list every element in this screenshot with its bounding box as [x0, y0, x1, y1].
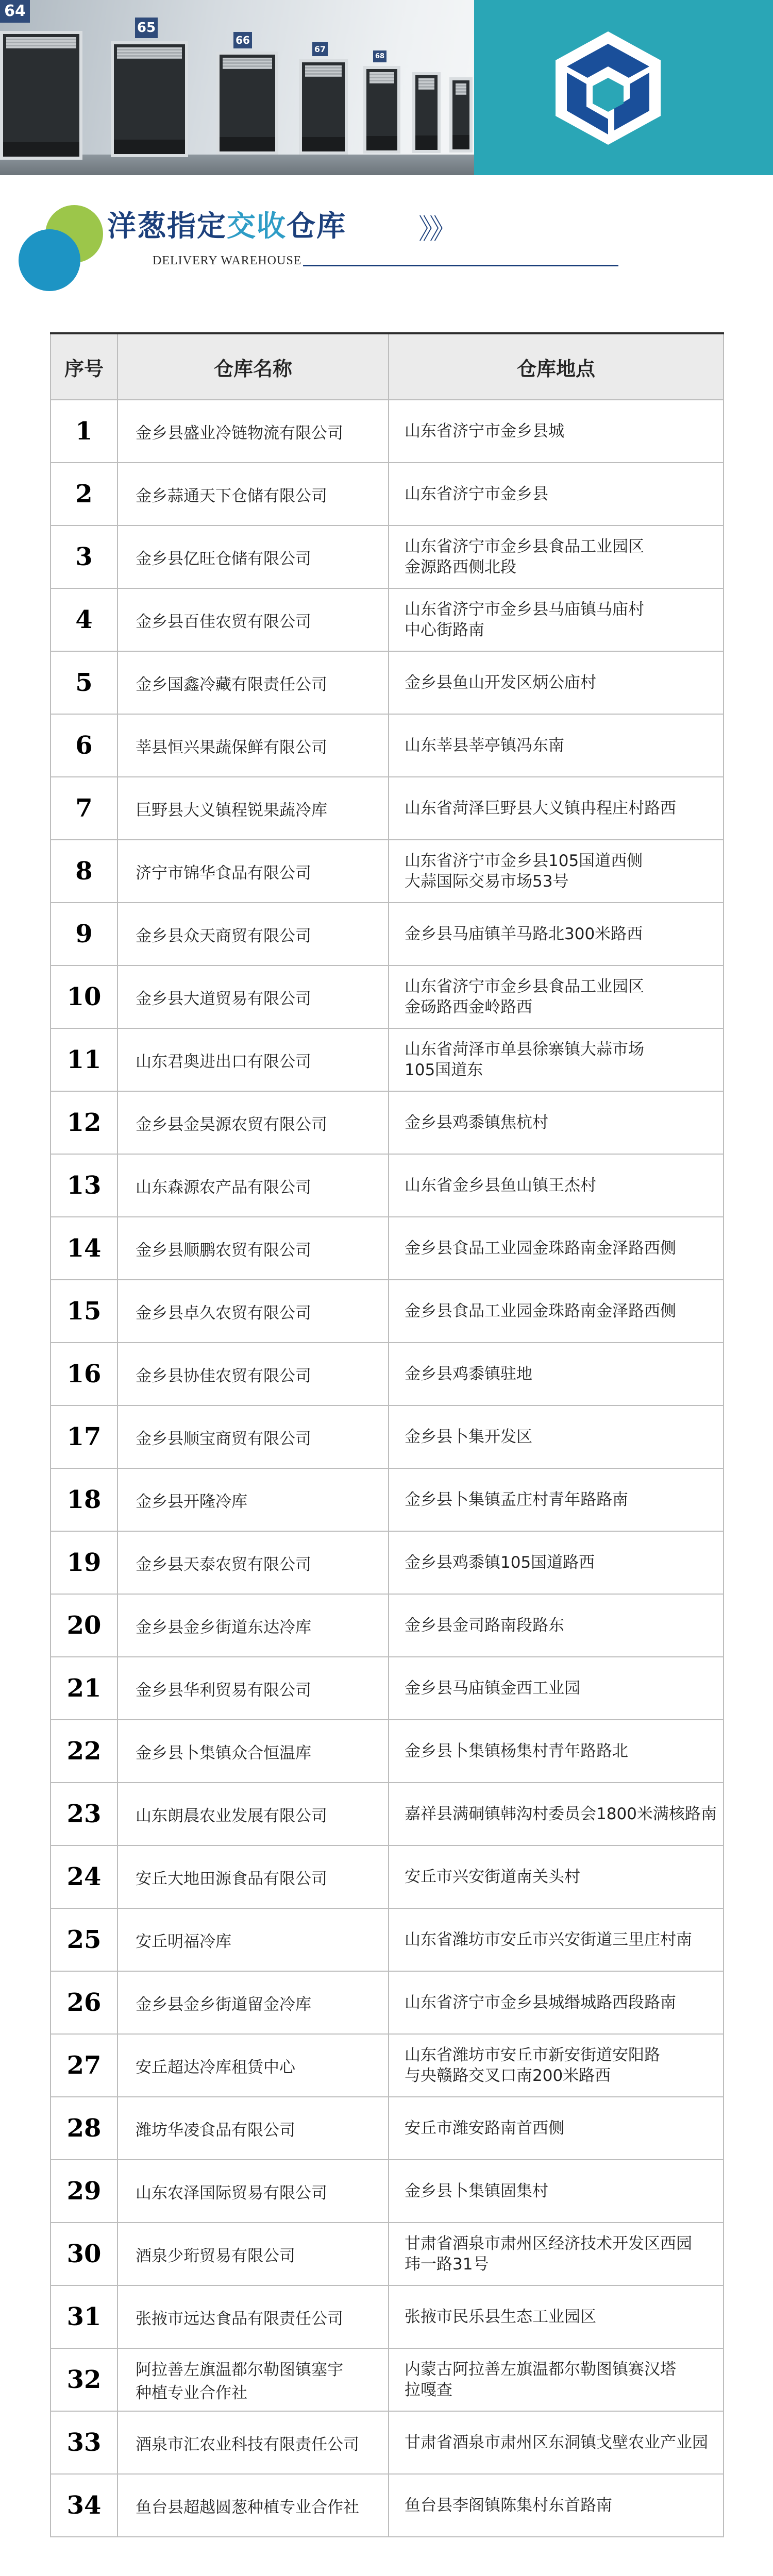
row-seq: 12	[51, 1091, 117, 1154]
table-row	[51, 2223, 724, 2285]
loading-dock	[412, 72, 441, 153]
row-location: 山东省济宁市金乡县食品工业园区 金源路西侧北段	[389, 526, 724, 588]
table-row	[51, 714, 724, 777]
row-name: 金乡县亿旺仓储有限公司	[117, 526, 389, 588]
table-row	[51, 1154, 724, 1217]
table-row	[51, 2474, 724, 2537]
table-row	[51, 1468, 724, 1531]
row-location: 山东省菏泽巨野县大义镇冉程庄村路西	[389, 777, 724, 840]
header-seq: 序号	[51, 333, 117, 400]
row-location: 山东省济宁市金乡县城	[389, 400, 724, 463]
row-location: 金乡县鱼山开发区炳公庙村	[389, 651, 724, 714]
table-row	[51, 1594, 724, 1657]
row-name: 金乡国鑫冷藏有限责任公司	[117, 651, 389, 714]
table-row	[51, 1405, 724, 1468]
row-location: 山东省潍坊市安丘市新安街道安阳路 与央赣路交叉口南200米路西	[389, 2034, 724, 2097]
row-name: 金乡县卓久农贸有限公司	[117, 1280, 389, 1343]
row-seq: 13	[51, 1154, 117, 1217]
row-name: 金乡县大道贸易有限公司	[117, 965, 389, 1028]
loading-dock	[111, 41, 188, 157]
row-name: 金乡县众天商贸有限公司	[117, 903, 389, 965]
row-location: 山东省济宁市金乡县马庙镇马庙村 中心街路南	[389, 588, 724, 651]
header-location: 仓库地点	[389, 333, 724, 400]
row-name: 山东森源农产品有限公司	[117, 1154, 389, 1217]
row-seq: 30	[51, 2223, 117, 2285]
row-name: 金乡县金乡街道东达冷库	[117, 1594, 389, 1657]
row-seq: 33	[51, 2411, 117, 2474]
row-name: 金乡县顺鹏农贸有限公司	[117, 1217, 389, 1280]
title-underline	[303, 265, 618, 266]
row-location: 金乡县金司路南段路东	[389, 1594, 724, 1657]
row-name: 金乡县金昊源农贸有限公司	[117, 1091, 389, 1154]
table-row	[51, 2285, 724, 2348]
row-seq: 24	[51, 1845, 117, 1908]
row-location: 金乡县食品工业园金珠路南金泽路西侧	[389, 1280, 724, 1343]
row-location: 金乡县马庙镇羊马路北300米路西	[389, 903, 724, 965]
row-seq: 9	[51, 903, 117, 965]
table-row	[51, 1217, 724, 1280]
row-name: 金乡县顺宝商贸有限公司	[117, 1405, 389, 1468]
dock-number: 67	[312, 42, 328, 56]
row-location: 山东省济宁市金乡县	[389, 463, 724, 526]
table-row	[51, 1783, 724, 1845]
header-name: 仓库名称	[117, 333, 389, 400]
header-banner	[0, 0, 773, 175]
row-seq: 17	[51, 1405, 117, 1468]
table-row	[51, 2411, 724, 2474]
table-row	[51, 965, 724, 1028]
table-row	[51, 1971, 724, 2034]
row-name: 山东君奥进出口有限公司	[117, 1028, 389, 1091]
table-row	[51, 777, 724, 840]
hexagon-logo-icon	[551, 28, 665, 147]
row-seq: 6	[51, 714, 117, 777]
row-seq: 8	[51, 840, 117, 903]
page-title: 洋葱指定交收仓库	[107, 210, 346, 243]
dock-number: 66	[233, 32, 252, 48]
row-seq: 10	[51, 965, 117, 1028]
row-seq: 23	[51, 1783, 117, 1845]
table-row	[51, 526, 724, 588]
row-name: 酒泉少珩贸易有限公司	[117, 2223, 389, 2285]
row-name: 巨野县大义镇程锐果蔬冷库	[117, 777, 389, 840]
row-name: 济宁市锦华食品有限公司	[117, 840, 389, 903]
row-seq: 29	[51, 2160, 117, 2223]
row-location: 金乡县马庙镇金西工业园	[389, 1657, 724, 1720]
row-location: 山东省金乡县鱼山镇王杰村	[389, 1154, 724, 1217]
loading-dock	[0, 31, 82, 160]
row-name: 潍坊华凌食品有限公司	[117, 2097, 389, 2160]
row-location: 鱼台县李阁镇陈集村东首路南	[389, 2474, 724, 2537]
table-row	[51, 1028, 724, 1091]
row-seq: 34	[51, 2474, 117, 2537]
row-seq: 16	[51, 1343, 117, 1405]
table-row	[51, 463, 724, 526]
row-name: 山东朗晨农业发展有限公司	[117, 1783, 389, 1845]
row-name: 酒泉市汇农业科技有限责任公司	[117, 2411, 389, 2474]
row-seq: 5	[51, 651, 117, 714]
row-location: 嘉祥县满硐镇韩沟村委员会1800米满核路南	[389, 1783, 724, 1845]
row-seq: 15	[51, 1280, 117, 1343]
row-location: 安丘市潍安路南首西侧	[389, 2097, 724, 2160]
row-location: 山东省菏泽市单县徐寨镇大蒜市场 105国道东	[389, 1028, 724, 1091]
row-location: 安丘市兴安街道南关头村	[389, 1845, 724, 1908]
decor-circle-teal	[19, 229, 80, 291]
row-location: 金乡县卜集镇固集村	[389, 2160, 724, 2223]
table-row	[51, 2348, 724, 2411]
table-row	[51, 840, 724, 903]
row-location: 甘肃省酒泉市肃州区经济技术开发区西园 玮一路31号	[389, 2223, 724, 2285]
row-location: 金乡县鸡黍镇焦杭村	[389, 1091, 724, 1154]
row-location: 山东省济宁市金乡县城缗城路西段路南	[389, 1971, 724, 2034]
row-location: 金乡县鸡黍镇105国道路西	[389, 1531, 724, 1594]
row-seq: 19	[51, 1531, 117, 1594]
table-row	[51, 1343, 724, 1405]
row-seq: 11	[51, 1028, 117, 1091]
row-seq: 25	[51, 1908, 117, 1971]
table-row	[51, 1280, 724, 1343]
row-seq: 2	[51, 463, 117, 526]
table-row	[51, 1091, 724, 1154]
loading-dock	[363, 66, 400, 154]
row-seq: 22	[51, 1720, 117, 1783]
row-name: 金乡蒜通天下仓储有限公司	[117, 463, 389, 526]
table-row	[51, 400, 724, 463]
dock-number: 65	[135, 18, 158, 38]
row-seq: 28	[51, 2097, 117, 2160]
row-name: 鱼台县超越圆葱种植专业合作社	[117, 2474, 389, 2537]
row-location: 山东省济宁市金乡县105国道西侧 大蒜国际交易市场53号	[389, 840, 724, 903]
row-name: 莘县恒兴果蔬保鲜有限公司	[117, 714, 389, 777]
row-seq: 27	[51, 2034, 117, 2097]
row-name: 金乡县华利贸易有限公司	[117, 1657, 389, 1720]
row-seq: 14	[51, 1217, 117, 1280]
warehouse-table	[50, 332, 724, 2537]
row-name: 张掖市远达食品有限责任公司	[117, 2285, 389, 2348]
row-seq: 7	[51, 777, 117, 840]
table-row	[51, 2097, 724, 2160]
table-body	[51, 400, 724, 2537]
double-chevron-icon: 》》	[418, 213, 454, 245]
dock-number: 64	[0, 0, 30, 23]
row-seq: 20	[51, 1594, 117, 1657]
row-location: 金乡县卜集镇孟庄村青年路路南	[389, 1468, 724, 1531]
row-name: 金乡县天泰农贸有限公司	[117, 1531, 389, 1594]
table-row	[51, 588, 724, 651]
table-row	[51, 1720, 724, 1783]
row-name: 阿拉善左旗温都尔勒图镇塞宇 种植专业合作社	[117, 2348, 389, 2411]
row-seq: 1	[51, 400, 117, 463]
row-seq: 18	[51, 1468, 117, 1531]
row-name: 金乡县金乡街道留金冷库	[117, 1971, 389, 2034]
row-name: 金乡县百佳农贸有限公司	[117, 588, 389, 651]
row-location: 金乡县鸡黍镇驻地	[389, 1343, 724, 1405]
table-row	[51, 2160, 724, 2223]
loading-dock	[299, 59, 348, 155]
row-name: 安丘明福冷库	[117, 1908, 389, 1971]
row-name: 安丘大地田源食品有限公司	[117, 1845, 389, 1908]
row-location: 山东省济宁市金乡县食品工业园区 金砀路西金岭路西	[389, 965, 724, 1028]
row-seq: 21	[51, 1657, 117, 1720]
table-row	[51, 1531, 724, 1594]
page-subtitle: DELIVERY WAREHOUSE	[153, 254, 302, 267]
row-name: 山东农泽国际贸易有限公司	[117, 2160, 389, 2223]
table-row	[51, 1657, 724, 1720]
row-seq: 31	[51, 2285, 117, 2348]
row-seq: 26	[51, 1971, 117, 2034]
table-row	[51, 2034, 724, 2097]
row-location: 山东莘县莘亭镇冯东南	[389, 714, 724, 777]
row-location: 甘肃省酒泉市肃州区东洞镇戈壁农业产业园	[389, 2411, 724, 2474]
row-location: 金乡县卜集镇杨集村青年路路北	[389, 1720, 724, 1783]
table-row	[51, 903, 724, 965]
row-name: 金乡县协佳农贸有限公司	[117, 1343, 389, 1405]
row-seq: 3	[51, 526, 117, 588]
table-row	[51, 1908, 724, 1971]
table-row	[51, 1845, 724, 1908]
table-row	[51, 651, 724, 714]
row-location: 山东省潍坊市安丘市兴安街道三里庄村南	[389, 1908, 724, 1971]
row-location: 金乡县食品工业园金珠路南金泽路西侧	[389, 1217, 724, 1280]
row-name: 金乡县盛业冷链物流有限公司	[117, 400, 389, 463]
row-location: 金乡县卜集开发区	[389, 1405, 724, 1468]
dock-number: 68	[373, 50, 386, 62]
loading-dock	[449, 77, 473, 152]
row-seq: 32	[51, 2348, 117, 2411]
row-location: 张掖市民乐县生态工业园区	[389, 2285, 724, 2348]
row-seq: 4	[51, 588, 117, 651]
loading-dock	[216, 52, 278, 155]
table-header-row	[51, 333, 724, 400]
row-name: 安丘超达冷库租赁中心	[117, 2034, 389, 2097]
row-name: 金乡县卜集镇众合恒温库	[117, 1720, 389, 1783]
row-location: 内蒙古阿拉善左旗温都尔勒图镇赛汉塔 拉嘎查	[389, 2348, 724, 2411]
row-name: 金乡县开隆冷库	[117, 1468, 389, 1531]
